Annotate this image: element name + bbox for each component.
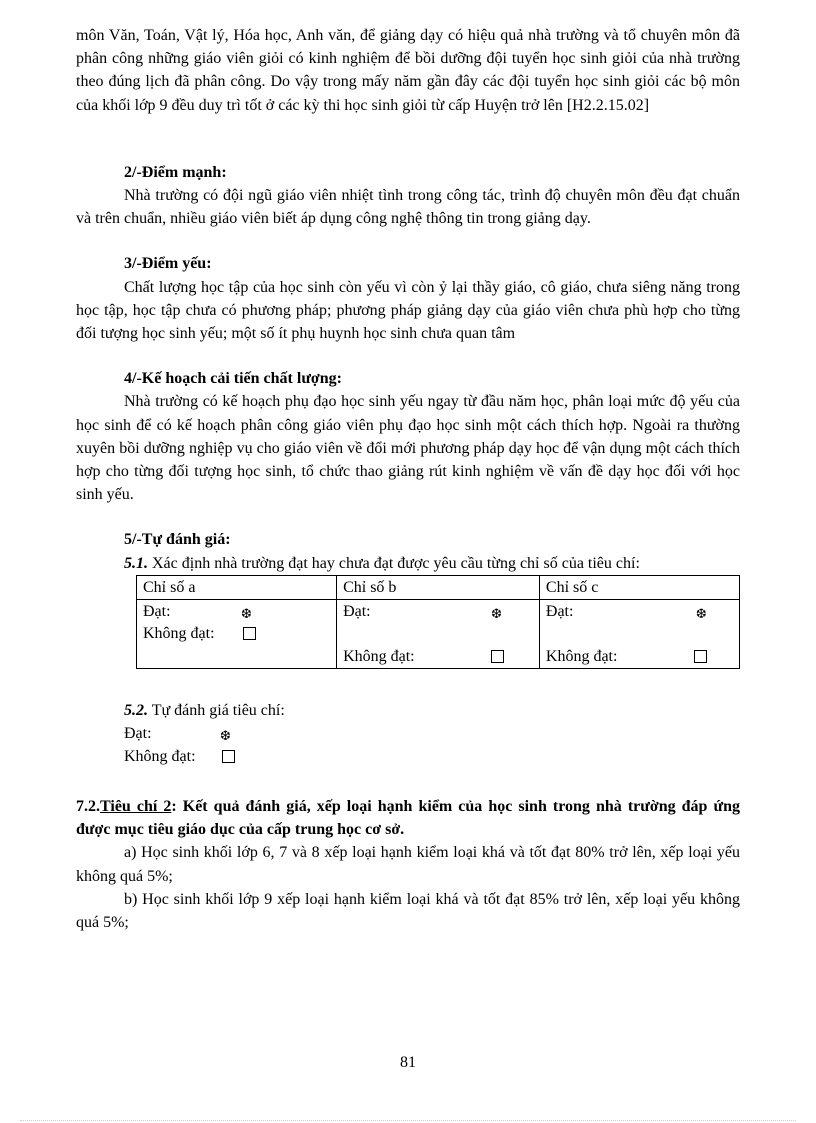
criterion2-prefix: 7.2. <box>76 798 100 816</box>
criterion2-name: Tiêu chí 2 <box>100 798 172 816</box>
checkbox-icon <box>243 627 256 640</box>
checked-icon: ❆ <box>220 729 231 745</box>
selfeval-51 <box>76 552 740 575</box>
fail-label-b: Không đạt: <box>343 648 415 666</box>
fail-label-c: Không đạt: <box>545 648 618 666</box>
table-header-a: Chỉ số a <box>137 575 337 599</box>
intro-paragraph: môn Văn, Toán, Vật lý, Hóa học, Anh văn, để giảng dạy có hiệu quả nhà trường và tổ chuyên môn đã phân công những giáo viên giỏi có kinh nghiệm để bồi dưỡng đội tuyển học sinh giỏi của nhà trường theo đúng lịch đã phân công. Do vậy trong mấy năm gần đây các đội tuyển học sinh giỏi các bộ môn của khối lớp 9 đều duy trì tốt ở các kỳ thi học sinh giỏi từ cấp Huyện trở lên [H2.2.15.02] <box>76 27 740 114</box>
selfeval-52 <box>124 699 740 722</box>
checked-icon: ❆ <box>241 607 252 623</box>
page-number: 81 <box>400 1054 416 1071</box>
weaknesses-heading: 3/-Điểm yếu: <box>124 255 212 273</box>
selfeval-heading: 5/-Tự đánh giá: <box>124 531 231 549</box>
self-pass-label: Đạt: <box>124 725 152 743</box>
cell-a <box>137 600 337 669</box>
selfeval-52-text: Tự đánh giá tiêu chí: <box>148 702 285 720</box>
cell-c <box>539 600 739 669</box>
plan-text: Nhà trường có kế hoạch phụ đạo học sinh yếu ngay từ đầu năm học, phân loại mức độ yếu của học sinh để có kế hoạch phân công giáo viên phụ đạo học sinh một cách thích hợp. Ngoài ra thường xuyên bồi dưỡng nghiệp vụ cho giáo viên về đổi mới phương pháp dạy học để vận dụng một cách thích hợp cho từng đối tượng học sinh, tổ chức thao giảng rút kinh nghiệm về vấn đề dạy học đối với học sinh yếu. <box>76 393 740 504</box>
weaknesses-text: Chất lượng học tập của học sinh còn yếu vì còn ỷ lại thầy giáo, cô giáo, chưa siêng năng trong học tập, học tập chưa có phương pháp; phương pháp giảng dạy của giáo viên chưa phù hợp cho từng đối tượng học sinh yếu; một số ít phụ huynh học sinh chưa quan tâm <box>76 278 740 343</box>
plan-heading: 4/-Kế hoạch cải tiến chất lượng: <box>124 370 342 388</box>
pass-label-b: Đạt: <box>343 603 371 621</box>
selfeval-52-num: 5.2. <box>124 702 148 720</box>
criteria-table <box>136 575 740 669</box>
table-header-c: Chỉ số c <box>539 575 739 599</box>
pass-label-c: Đạt: <box>545 603 574 621</box>
page-bottom-divider <box>20 1120 796 1121</box>
strengths-text: Nhà trường có đội ngũ giáo viên nhiệt tình trong công tác, trình độ chuyên môn đều đạt chuẩn và trên chuẩn, nhiều giáo viên biết áp dụng công nghệ thông tin trong giảng dạy. <box>76 187 740 228</box>
checkbox-icon <box>694 650 707 663</box>
checked-icon: ❆ <box>491 607 502 623</box>
checkbox-icon <box>491 650 504 663</box>
table-header-b: Chỉ số b <box>337 575 540 599</box>
criterion2-item-a: a) Học sinh khối lớp 6, 7 và 8 xếp loại hạnh kiểm loại khá và tốt đạt 80% trở lên, xếp loại yếu không quá 5%; <box>76 844 740 885</box>
self-evaluation <box>124 699 740 769</box>
pass-label-a: Đạt: <box>143 603 171 621</box>
document-page <box>76 24 740 934</box>
criterion2-item-b: b) Học sinh khối lớp 9 xếp loại hạnh kiểm loại khá và tốt đạt 85% trở lên, xếp loại yếu không quá 5%; <box>76 890 740 932</box>
strengths-heading: 2/-Điểm mạnh: <box>124 163 227 181</box>
criterion2-title <box>76 795 740 841</box>
cell-b <box>337 600 540 669</box>
checkbox-icon <box>222 750 235 763</box>
selfeval-51-num: 5.1. <box>124 554 148 572</box>
criterion2-title-text: : Kết quả đánh giá, xếp loại hạnh kiểm của học sinh trong nhà trường đáp ứng được mục tiêu giáo dục của cấp trung học cơ sở. <box>76 798 741 839</box>
checked-icon: ❆ <box>695 607 707 623</box>
self-fail-label: Không đạt: <box>124 748 196 766</box>
selfeval-51-text: Xác định nhà trường đạt hay chưa đạt được yêu cầu từng chỉ số của tiêu chí: <box>148 554 640 572</box>
fail-label-a: Không đạt: <box>143 625 215 643</box>
